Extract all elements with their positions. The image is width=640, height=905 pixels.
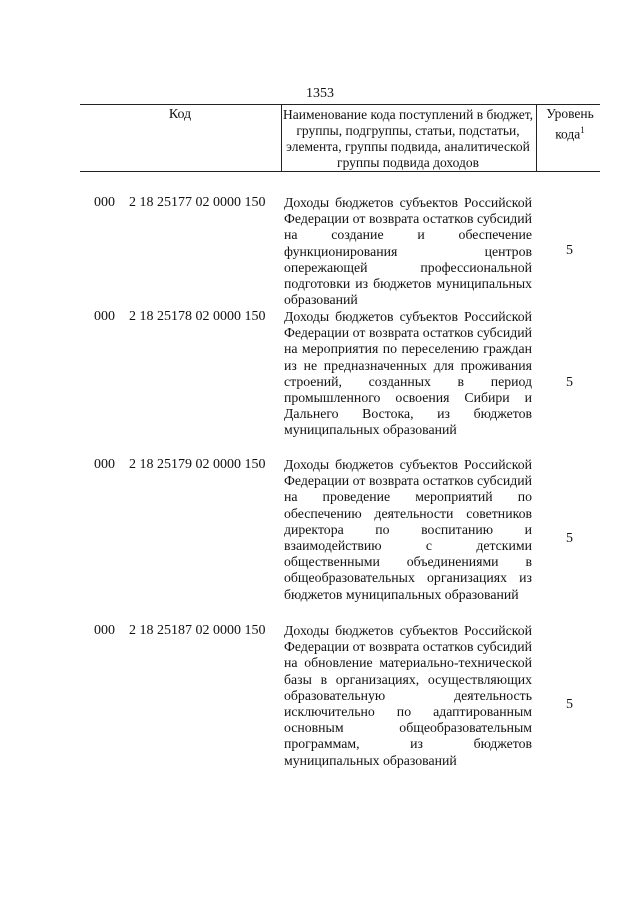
row-level: 5	[566, 531, 573, 546]
header-code: Код	[168, 107, 192, 122]
row-level: 5	[566, 375, 573, 390]
row-level: 5	[566, 697, 573, 712]
row-description: Доходы бюджетов субъектов Российской Федерации от возврата остатков субсидий на проведение мероприятий по обеспечению деятельности советников директора по воспитанию и взаимодействию с детскими общественными объединениями в общеобразовательных организациях из бюджетов муниципальных образований	[284, 457, 532, 602]
header-divider	[281, 105, 282, 171]
admin-code: 000	[94, 309, 115, 324]
budget-code: 2 18 25187 02 0000 150	[129, 623, 266, 638]
header-level-label: Уровень кода	[546, 106, 594, 142]
row-description: Доходы бюджетов субъектов Российской Федерации от возврата остатков субсидий на обновление материально-технической базы в организациях, осуществляющих образовательную деятельность исключительно по адаптированным основным общеобразовательным программам, из бюджетов муниципальных образований	[284, 623, 532, 768]
admin-code: 000	[94, 457, 115, 472]
header-level-border	[538, 104, 600, 172]
budget-code: 2 18 25179 02 0000 150	[129, 457, 266, 472]
budget-code: 2 18 25178 02 0000 150	[129, 309, 266, 324]
budget-code: 2 18 25177 02 0000 150	[129, 195, 266, 210]
header-divider	[536, 105, 537, 171]
admin-code: 000	[94, 623, 115, 638]
header-name: Наименование кода поступлений в бюджет, группы, подгруппы, статьи, подстатьи, элемента, группы подвида, аналитической группы подвида доходов	[283, 107, 534, 170]
admin-code: 000	[94, 195, 115, 210]
page-number: 1353	[306, 86, 334, 101]
row-level: 5	[566, 243, 573, 258]
row-description: Доходы бюджетов субъектов Российской Федерации от возврата остатков субсидий на мероприятия по переселению граждан из не предназначенных для проживания строений, созданных в период промышленного освоения Сибири и Дальнего Востока, из бюджетов муниципальных образований	[284, 309, 532, 438]
header-level-footnote: 1	[580, 125, 585, 135]
row-description: Доходы бюджетов субъектов Российской Федерации от возврата остатков субсидий на создание и обеспечение функционирования центров опережающей профессиональной подготовки из бюджетов муниципальных образований	[284, 195, 532, 308]
table-header	[80, 104, 538, 172]
